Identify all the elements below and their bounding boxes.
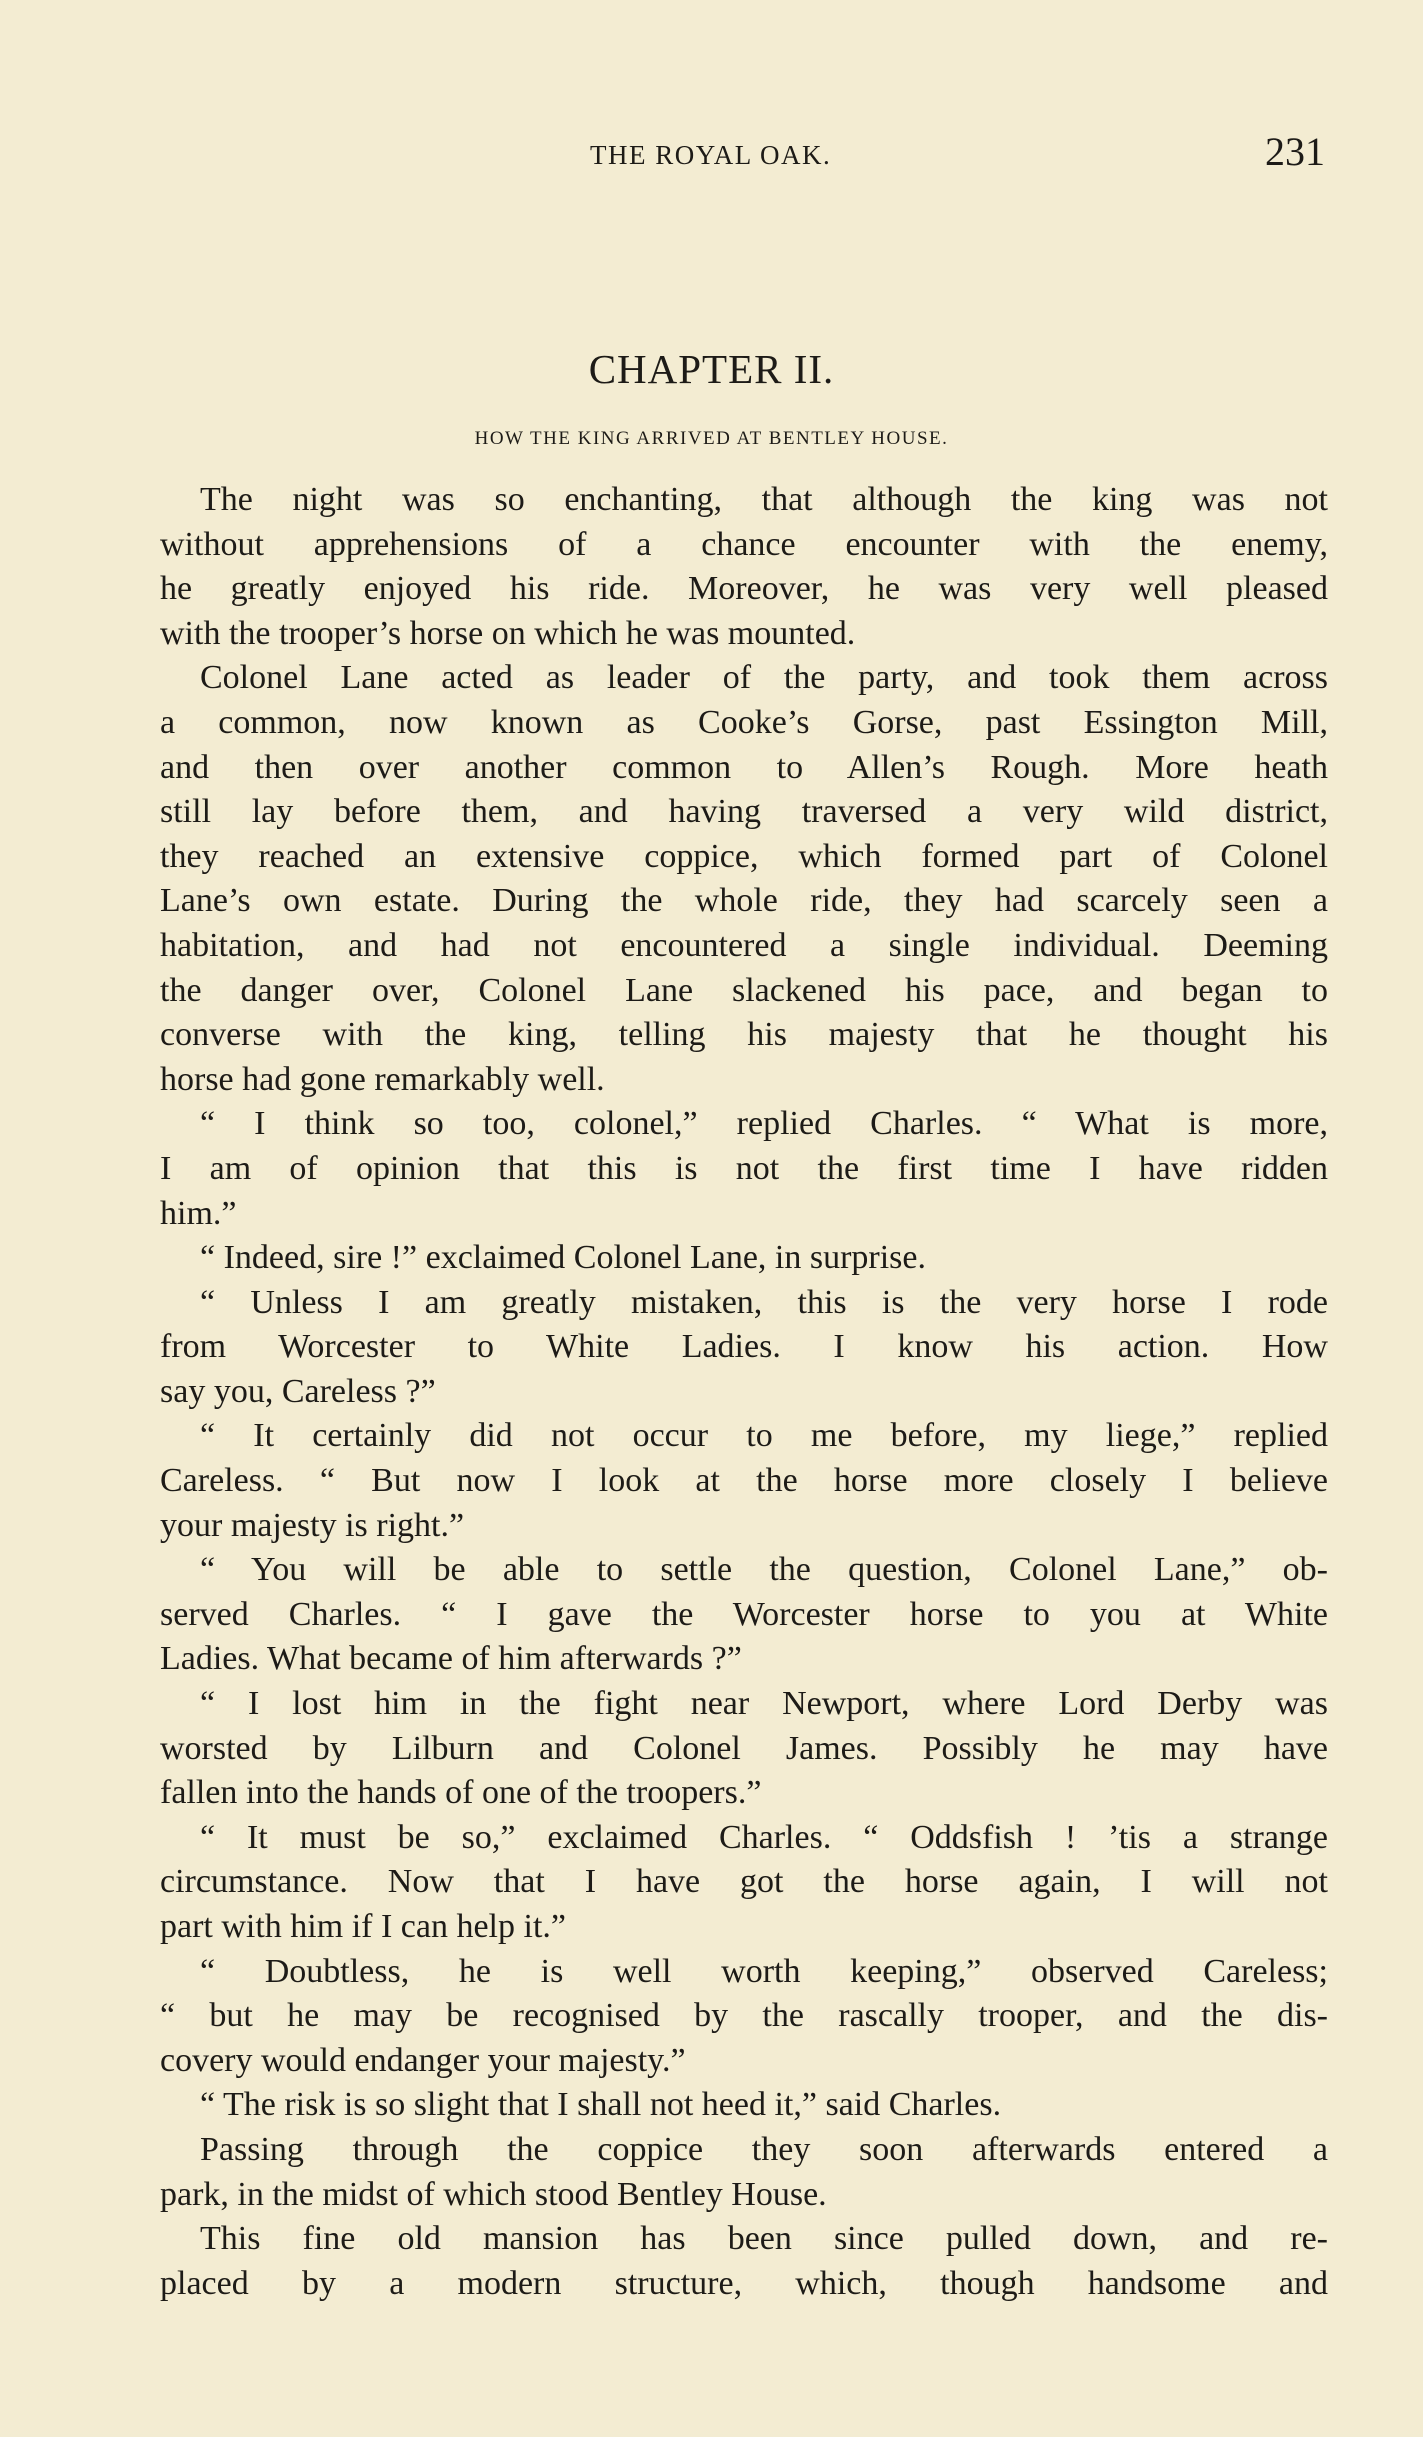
text-line: he greatly enjoyed his ride. Moreover, he was very well pleased [160,570,1328,608]
text-line: converse with the king, telling his majesty that he thought his [160,1016,1328,1054]
chapter-title: CHAPTER II. [588,346,835,392]
text-line: placed by a modern structure, which, though handsome and [160,2264,1328,2302]
text-line: “ Indeed, sire !” exclaimed Colonel Lane, in surprise. [200,1239,927,1277]
text-line: “ It must be so,” exclaimed Charles. “ Oddsfish ! ’tis a strange [200,1818,1328,1856]
text-line: still lay before them, and having traversed a very wild district, [160,793,1328,831]
text-line: “ but he may be recognised by the rascally trooper, and the dis- [160,1997,1328,2035]
text-line: “ I lost him in the fight near Newport, where Lord Derby was [200,1685,1328,1723]
text-line: without apprehensions of a chance encounter with the enemy, [160,525,1328,563]
text-line: worsted by Lilburn and Colonel James. Possibly he may have [160,1729,1328,1767]
text-line: the danger over, Colonel Lane slackened his pace, and began to [160,971,1328,1009]
text-line: Ladies. What became of him afterwards ?” [160,1640,742,1678]
text-line: circumstance. Now that I have got the horse again, I will not [160,1863,1328,1901]
text-line: part with him if I can help it.” [160,1908,566,1945]
chapter-subtitle: HOW THE KING ARRIVED AT BENTLEY HOUSE. [474,428,949,449]
text-line: say you, Careless ?” [160,1372,436,1410]
text-line: “ I think so too, colonel,” replied Charles. “ What is more, [200,1105,1328,1143]
text-line: your majesty is right.” [160,1506,465,1544]
text-line: “ It certainly did not occur to me before, my liege,” replied [200,1417,1328,1455]
text-line: and then over another common to Allen’s Rough. More heath [160,748,1328,786]
text-line: “ You will be able to settle the question, Colonel Lane,” ob- [200,1551,1328,1589]
text-line: “ Doubtless, he is well worth keeping,” observed Careless; [200,1952,1328,1990]
body-text [160,478,1328,2306]
text-line: they reached an extensive coppice, which formed part of Colonel [160,837,1328,875]
text-line: I am of opinion that this is not the first time I have ridden [160,1149,1328,1187]
text-line: covery would endanger your majesty.” [160,2041,686,2079]
text-line: him.” [160,1194,237,1232]
text-line: The night was so enchanting, that although the king was not [200,481,1328,518]
text-line: horse had gone remarkably well. [160,1060,605,1098]
text-line: Careless. “ But now I look at the horse more closely I believe [160,1462,1328,1500]
text-line: a common, now known as Cooke’s Gorse, past Essington Mill, [160,703,1328,741]
text-line: “ The risk is so slight that I shall not heed it,” said Charles. [200,2086,1002,2124]
text-line: fallen into the hands of one of the troopers.” [160,1774,762,1812]
text-line: served Charles. “ I gave the Worcester horse to you at White [160,1595,1328,1633]
text-line: This fine old mansion has been since pulled down, and re- [200,2220,1328,2258]
running-head: THE ROYAL OAK. [590,140,832,170]
text-line: from Worcester to White Ladies. I know his action. How [160,1328,1328,1366]
text-line: with the trooper’s horse on which he was mounted. [160,614,856,652]
text-line: Lane’s own estate. During the whole ride, they had scarcely seen a [160,882,1328,920]
text-line: habitation, and had not encountered a single individual. Deeming [160,926,1328,964]
text-line: park, in the midst of which stood Bentley House. [160,2175,827,2213]
text-line: Colonel Lane acted as leader of the party, and took them across [200,659,1328,697]
page-number: 231 [1265,129,1325,174]
text-line: Passing through the coppice they soon afterwards entered a [200,2130,1328,2168]
text-line: “ Unless I am greatly mistaken, this is the very horse I rode [200,1283,1328,1321]
